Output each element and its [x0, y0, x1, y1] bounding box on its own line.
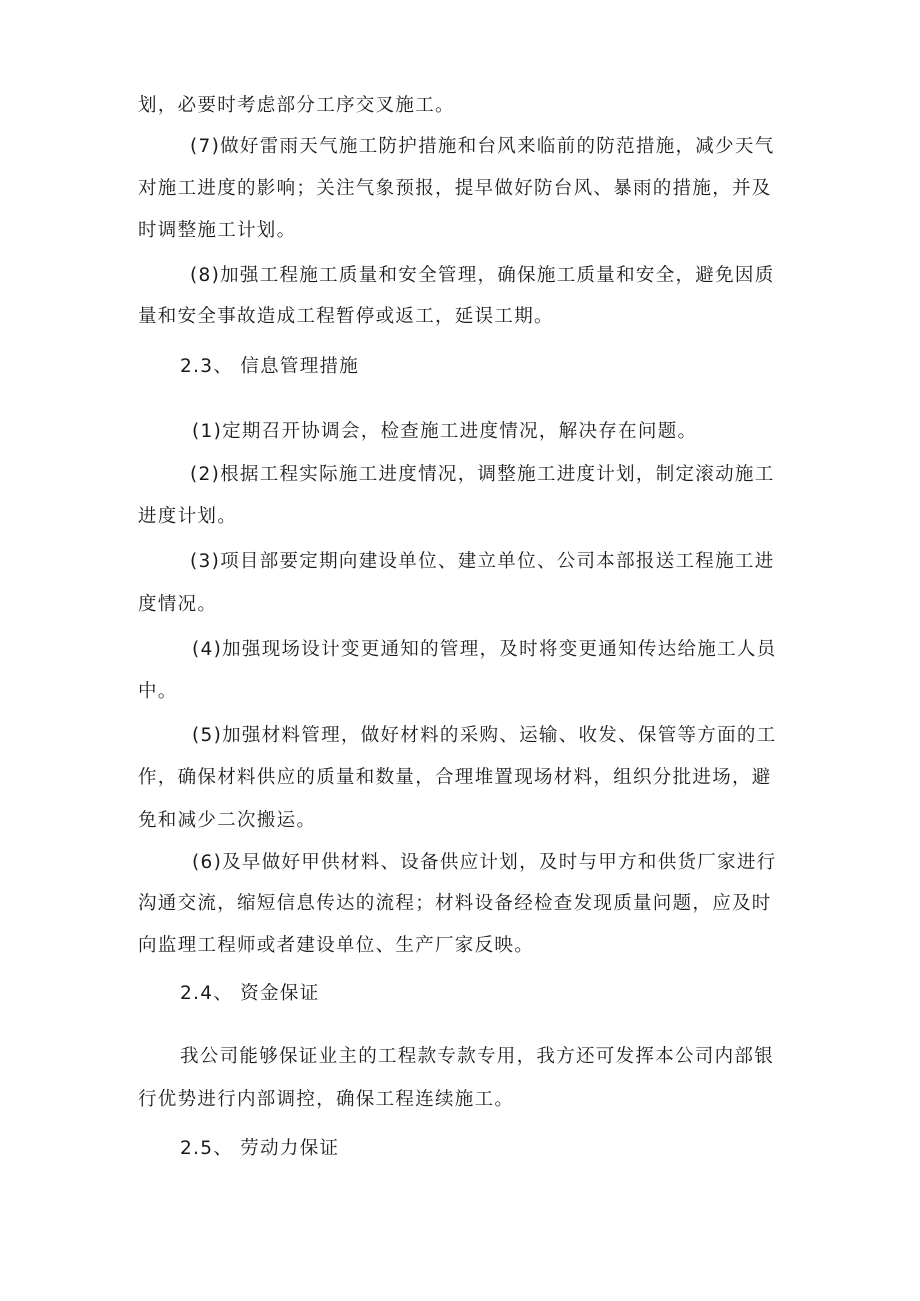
list-item-6: (6)及早做好甲供材料、设备供应计划，及时与甲方和供货厂家进行: [192, 852, 777, 873]
list-item-5: (5)加强材料管理，做好材料的采购、运输、收发、保管等方面的工: [192, 725, 777, 746]
paragraph-line: 我公司能够保证业主的工程款专款专用，我方还可发挥本公司内部银: [180, 1046, 775, 1067]
section-heading-2-3: 2.3、 信息管理措施: [180, 356, 360, 377]
list-item-1: (1)定期召开协调会，检查施工进度情况，解决存在问题。: [192, 421, 698, 442]
section-heading-2-4: 2.4、 资金保证: [180, 983, 320, 1004]
paragraph-line: 对施工进度的影响；关注气象预报，提早做好防台风、暴雨的措施，并及: [138, 178, 772, 199]
paragraph-line: 行优势进行内部调控，确保工程连续施工。: [138, 1089, 515, 1110]
paragraph-line: 进度计划。: [138, 506, 238, 527]
list-item-2: (2)根据工程实际施工进度情况，调整施工进度计划，制定滚动施工: [190, 464, 775, 485]
paragraph-line: 向监理工程师或者建设单位、生产厂家反映。: [138, 935, 535, 956]
paragraph-line: 度情况。: [138, 594, 218, 615]
list-item-7: (7)做好雷雨天气施工防护措施和台风来临前的防范措施，减少天气: [190, 136, 775, 157]
section-heading-2-5: 2.5、 劳动力保证: [180, 1138, 340, 1159]
paragraph-line: 沟通交流，缩短信息传达的流程；材料设备经检查发现质量问题，应及时: [138, 893, 772, 914]
paragraph-line: 划，必要时考虑部分工序交叉施工。: [138, 95, 455, 116]
paragraph-line: 量和安全事故造成工程暂停或返工，延误工期。: [138, 306, 554, 327]
paragraph-line: 中。: [138, 681, 178, 702]
paragraph-line: 时调整施工计划。: [138, 220, 297, 241]
list-item-4: (4)加强现场设计变更通知的管理，及时将变更通知传达给施工人员: [192, 639, 777, 660]
paragraph-line: 作，确保材料供应的质量和数量，合理堆置现场材料，组织分批进场，避: [138, 767, 772, 788]
paragraph-line: 免和减少二次搬运。: [138, 810, 317, 831]
list-item-3: (3)项目部要定期向建设单位、建立单位、公司本部报送工程施工进: [190, 551, 775, 572]
list-item-8: (8)加强工程施工质量和安全管理，确保施工质量和安全，避免因质: [190, 265, 775, 286]
